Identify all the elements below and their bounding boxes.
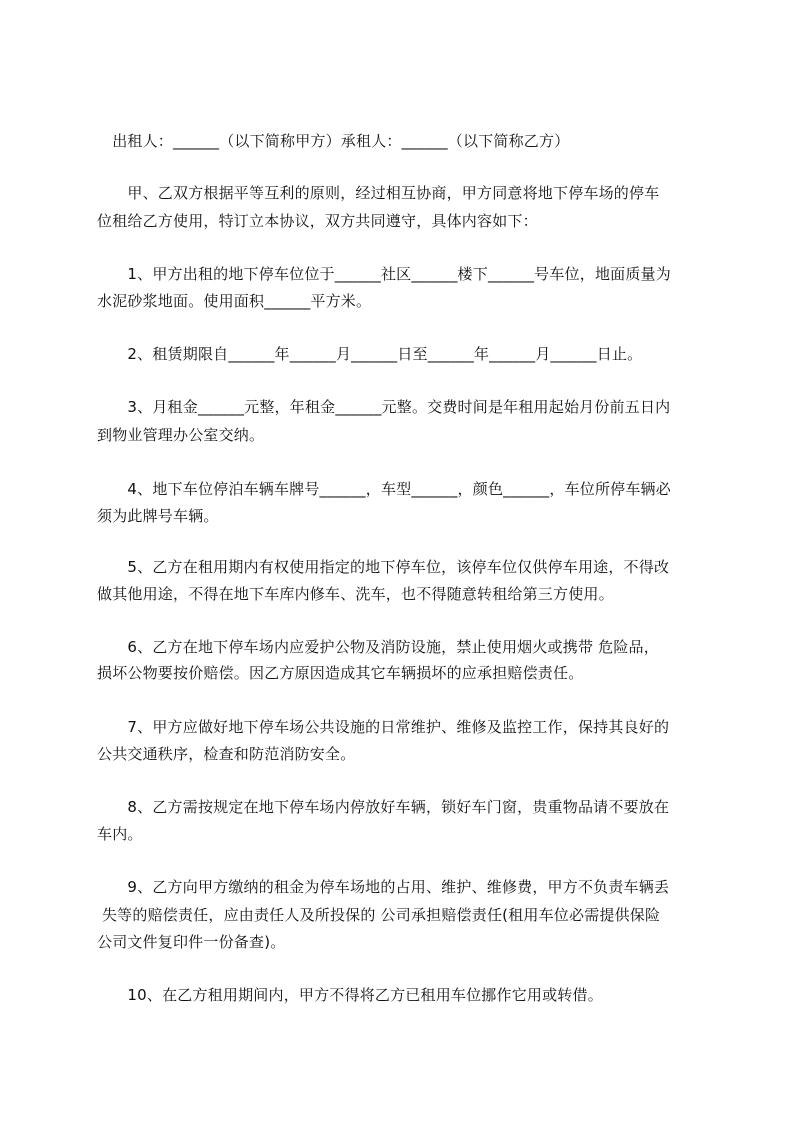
clause-9-line: 失等的赔偿责任，应由责任人及所投保的 公司承担赔偿责任(租用车位必需提供保险 bbox=[97, 906, 661, 924]
clause-8-line: 8、乙方需按规定在地下停车场内停放好车辆，锁好车门窗，贵重物品请不要放在 bbox=[97, 798, 670, 816]
clause-9-line: 9、乙方向甲方缴纳的租金为停车场地的占用、维护、维修费，甲方不负责车辆丢 bbox=[97, 878, 670, 896]
intro-line: 位租给乙方使用，特订立本协议，双方共同遵守，具体内容如下： bbox=[97, 212, 538, 230]
clause-7-line: 7、甲方应做好地下停车场公共设施的日常维护、维修及监控工作，保持其良好的 bbox=[97, 718, 670, 736]
clause-5-line: 5、乙方在租用期内有权使用指定的地下停车位，该停车位仅供停车用途，不得改 bbox=[97, 558, 670, 576]
clause-1-line: 水泥砂浆地面。使用面积______平方米。 bbox=[97, 292, 372, 310]
clause-9-line: 公司文件复印件一份备查)。 bbox=[97, 933, 286, 951]
intro-line: 甲、乙双方根据平等互利的原则，经过相互协商，甲方同意将地下停车场的停车 bbox=[97, 184, 660, 202]
clause-1-line: 1、甲方出租的地下停车位位于______社区______楼下______号车位，地面质量为 bbox=[97, 265, 671, 283]
clause-3-line: 到物业管理办公室交纳。 bbox=[97, 426, 265, 444]
clause-6-line: 损坏公物要按价赔偿。因乙方原因造成其它车辆损坏的应承担赔偿责任。 bbox=[97, 664, 584, 682]
clause-3-line: 3、月租金______元整，年租金______元整。交费时间是年租用起始月份前五日内 bbox=[97, 398, 671, 416]
clause-10-line: 10、在乙方租用期间内，甲方不得将乙方已租用车位挪作它用或转借。 bbox=[97, 986, 603, 1004]
clause-5-line: 做其他用途，不得在地下车库内修车、洗车，也不得随意转租给第三方使用。 bbox=[97, 585, 614, 603]
clause-8-line: 车内。 bbox=[97, 825, 143, 843]
clause-7-line: 公共交通秩序，检查和防范消防安全。 bbox=[97, 745, 356, 763]
clause-4-line: 须为此牌号车辆。 bbox=[97, 507, 219, 525]
contract-header: 出租人：______（以下简称甲方）承租人：______（以下简称乙方） bbox=[97, 132, 570, 150]
clause-4-line: 4、地下车位停泊车辆车牌号______，车型______，颜色______，车位所停车辆必 bbox=[97, 480, 671, 498]
clause-2-line: 2、租赁期限自______年______月______日至______年______月______日止。 bbox=[97, 345, 643, 363]
clause-6-line: 6、乙方在地下停车场内应爱护公物及消防设施，禁止使用烟火或携带 危险品， bbox=[97, 638, 659, 656]
